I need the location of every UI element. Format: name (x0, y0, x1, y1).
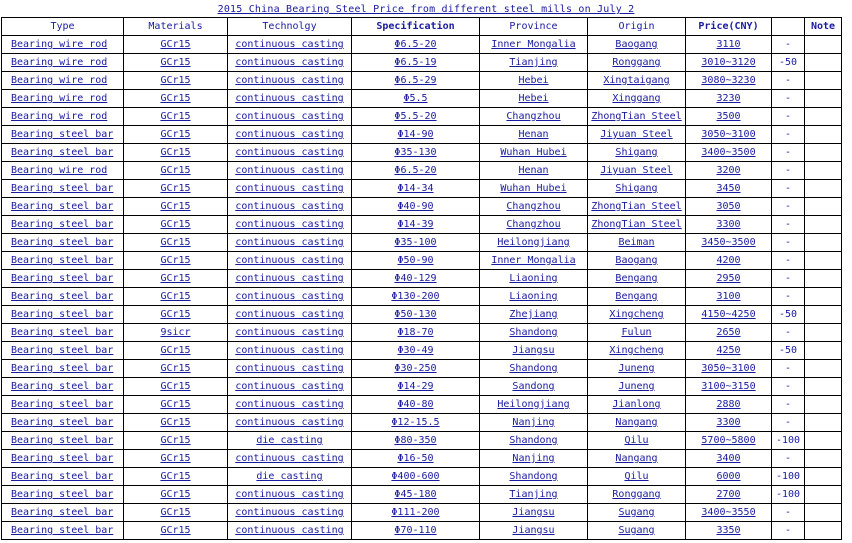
cell-note[interactable] (805, 432, 842, 450)
table-title: 2015 China Bearing Steel Price from different steel mills on July 2 (217, 4, 635, 15)
table-row (2, 378, 842, 396)
cell-province[interactable]: Shandong (480, 324, 588, 342)
cell-type[interactable]: Bearing steel bar (2, 522, 124, 540)
cell-note[interactable] (805, 108, 842, 126)
cell-type[interactable]: Bearing wire rod (2, 108, 124, 126)
table-row (2, 198, 842, 216)
cell-price[interactable]: 3450 (686, 180, 772, 198)
cell-origin[interactable]: Bengang (588, 270, 686, 288)
cell-diff[interactable]: -50 (772, 306, 805, 324)
cell-origin[interactable]: Beiman (588, 234, 686, 252)
cell-materials[interactable]: GCr15 (124, 288, 228, 306)
cell-origin[interactable]: Ronggang (588, 486, 686, 504)
cell-price[interactable]: 5700~5800 (686, 432, 772, 450)
table-row (2, 54, 842, 72)
cell-materials[interactable]: GCr15 (124, 90, 228, 108)
cell-specification[interactable]: Φ16-50 (352, 450, 480, 468)
cell-note[interactable] (805, 270, 842, 288)
cell-origin[interactable]: Qilu (588, 432, 686, 450)
cell-type[interactable]: Bearing wire rod (2, 54, 124, 72)
cell-price[interactable]: 4200 (686, 252, 772, 270)
cell-note[interactable] (805, 306, 842, 324)
cell-origin[interactable]: Xinggang (588, 90, 686, 108)
cell-origin[interactable]: Nangang (588, 450, 686, 468)
cell-note[interactable] (805, 180, 842, 198)
cell-specification[interactable]: Φ50-90 (352, 252, 480, 270)
cell-materials[interactable]: GCr15 (124, 396, 228, 414)
header-row (2, 18, 842, 36)
cell-province[interactable]: Changzhou (480, 108, 588, 126)
cell-origin[interactable]: ZhongTian Steel (588, 216, 686, 234)
cell-origin[interactable]: ZhongTian Steel (588, 198, 686, 216)
cell-technology[interactable]: die casting (228, 468, 352, 486)
cell-price[interactable]: 3100~3150 (686, 378, 772, 396)
cell-specification[interactable]: Φ35-130 (352, 144, 480, 162)
header-specification[interactable]: Specification (352, 18, 480, 36)
cell-type[interactable]: Bearing steel bar (2, 414, 124, 432)
cell-province[interactable]: Sandong (480, 378, 588, 396)
cell-type[interactable]: Bearing steel bar (2, 378, 124, 396)
cell-specification[interactable]: Φ50-130 (352, 306, 480, 324)
cell-note[interactable] (805, 36, 842, 54)
cell-type[interactable]: Bearing steel bar (2, 180, 124, 198)
cell-specification[interactable]: Φ5.5 (352, 90, 480, 108)
cell-diff[interactable]: - (772, 108, 805, 126)
cell-note[interactable] (805, 216, 842, 234)
cell-technology[interactable]: continuous casting (228, 486, 352, 504)
cell-note[interactable] (805, 324, 842, 342)
cell-diff[interactable]: - (772, 180, 805, 198)
cell-province[interactable]: Changzhou (480, 198, 588, 216)
cell-province[interactable]: Shandong (480, 468, 588, 486)
cell-specification[interactable]: Φ40-90 (352, 198, 480, 216)
cell-price[interactable]: 3400~3550 (686, 504, 772, 522)
cell-specification[interactable]: Φ12-15.5 (352, 414, 480, 432)
cell-note[interactable] (805, 450, 842, 468)
cell-technology[interactable]: continuous casting (228, 522, 352, 540)
header-note[interactable]: Note (805, 18, 842, 36)
cell-origin[interactable]: Ronggang (588, 54, 686, 72)
cell-province[interactable]: Wuhan Hubei (480, 180, 588, 198)
cell-technology[interactable]: continuous casting (228, 234, 352, 252)
table-row (2, 396, 842, 414)
cell-note[interactable] (805, 72, 842, 90)
cell-specification[interactable]: Φ400-600 (352, 468, 480, 486)
cell-diff[interactable]: -50 (772, 342, 805, 360)
cell-type[interactable]: Bearing steel bar (2, 270, 124, 288)
cell-price[interactable]: 3350 (686, 522, 772, 540)
cell-specification[interactable]: Φ40-80 (352, 396, 480, 414)
cell-province[interactable]: Heilongjiang (480, 234, 588, 252)
cell-technology[interactable]: continuous casting (228, 414, 352, 432)
cell-type[interactable]: Bearing steel bar (2, 396, 124, 414)
cell-materials[interactable]: GCr15 (124, 342, 228, 360)
cell-note[interactable] (805, 288, 842, 306)
cell-diff[interactable]: - (772, 324, 805, 342)
cell-specification[interactable]: Φ40-129 (352, 270, 480, 288)
cell-note[interactable] (805, 360, 842, 378)
table-body (2, 36, 842, 540)
cell-diff[interactable]: -100 (772, 468, 805, 486)
cell-materials[interactable]: GCr15 (124, 360, 228, 378)
cell-note[interactable] (805, 54, 842, 72)
cell-origin[interactable]: Nangang (588, 414, 686, 432)
cell-materials[interactable]: GCr15 (124, 36, 228, 54)
table-row (2, 270, 842, 288)
cell-price[interactable]: 3400~3500 (686, 144, 772, 162)
cell-province[interactable]: Hebei (480, 90, 588, 108)
table-row (2, 234, 842, 252)
cell-province[interactable]: Tianjing (480, 486, 588, 504)
cell-origin[interactable]: Juneng (588, 378, 686, 396)
cell-price[interactable]: 2950 (686, 270, 772, 288)
cell-price[interactable]: 3500 (686, 108, 772, 126)
table-row (2, 36, 842, 54)
cell-materials[interactable]: GCr15 (124, 432, 228, 450)
cell-diff[interactable]: - (772, 126, 805, 144)
table-row (2, 468, 842, 486)
cell-province[interactable]: Hebei (480, 72, 588, 90)
cell-specification[interactable]: Φ6.5-20 (352, 36, 480, 54)
cell-diff[interactable]: - (772, 252, 805, 270)
cell-note[interactable] (805, 198, 842, 216)
cell-technology[interactable]: continuous casting (228, 324, 352, 342)
cell-diff[interactable]: -50 (772, 54, 805, 72)
cell-diff[interactable]: -100 (772, 486, 805, 504)
cell-technology[interactable]: continuous casting (228, 108, 352, 126)
cell-materials[interactable]: GCr15 (124, 234, 228, 252)
cell-note[interactable] (805, 414, 842, 432)
cell-province[interactable]: Jiangsu (480, 504, 588, 522)
cell-origin[interactable]: Juneng (588, 360, 686, 378)
table-row (2, 72, 842, 90)
cell-province[interactable]: Shandong (480, 432, 588, 450)
table-row (2, 306, 842, 324)
cell-province[interactable]: Jiangsu (480, 342, 588, 360)
cell-materials[interactable]: GCr15 (124, 108, 228, 126)
cell-origin[interactable]: Xingcheng (588, 342, 686, 360)
cell-note[interactable] (805, 396, 842, 414)
cell-type[interactable]: Bearing steel bar (2, 126, 124, 144)
cell-province[interactable]: Inner Mongalia (480, 252, 588, 270)
cell-note[interactable] (805, 126, 842, 144)
cell-materials[interactable]: GCr15 (124, 414, 228, 432)
cell-type[interactable]: Bearing steel bar (2, 432, 124, 450)
cell-origin[interactable]: Jiyuan Steel (588, 126, 686, 144)
cell-note[interactable] (805, 378, 842, 396)
table-row (2, 90, 842, 108)
table-row (2, 432, 842, 450)
cell-diff[interactable]: - (772, 378, 805, 396)
cell-type[interactable]: Bearing steel bar (2, 288, 124, 306)
cell-type[interactable]: Bearing wire rod (2, 90, 124, 108)
cell-diff[interactable]: - (772, 522, 805, 540)
cell-note[interactable] (805, 468, 842, 486)
cell-specification[interactable]: Φ14-29 (352, 378, 480, 396)
cell-origin[interactable]: Xingtaigang (588, 72, 686, 90)
cell-diff[interactable]: - (772, 234, 805, 252)
header-technology[interactable]: Technolgy (228, 18, 352, 36)
table-row (2, 522, 842, 540)
cell-price[interactable]: 2700 (686, 486, 772, 504)
cell-price[interactable]: 3300 (686, 216, 772, 234)
cell-technology[interactable]: die casting (228, 432, 352, 450)
cell-diff[interactable]: - (772, 450, 805, 468)
cell-type[interactable]: Bearing steel bar (2, 486, 124, 504)
cell-technology[interactable]: continuous casting (228, 360, 352, 378)
cell-price[interactable]: 6000 (686, 468, 772, 486)
cell-technology[interactable]: continuous casting (228, 378, 352, 396)
cell-province[interactable]: Zhejiang (480, 306, 588, 324)
cell-specification[interactable]: Φ35-100 (352, 234, 480, 252)
cell-type[interactable]: Bearing wire rod (2, 72, 124, 90)
cell-technology[interactable]: continuous casting (228, 162, 352, 180)
cell-province[interactable]: Henan (480, 126, 588, 144)
cell-origin[interactable]: Baogang (588, 252, 686, 270)
cell-diff[interactable]: - (772, 288, 805, 306)
cell-diff[interactable]: - (772, 198, 805, 216)
cell-specification[interactable]: Φ14-90 (352, 126, 480, 144)
cell-origin[interactable]: Fulun (588, 324, 686, 342)
cell-diff[interactable]: - (772, 360, 805, 378)
cell-note[interactable] (805, 522, 842, 540)
cell-specification[interactable]: Φ14-34 (352, 180, 480, 198)
cell-specification[interactable]: Φ80-350 (352, 432, 480, 450)
table-row (2, 162, 842, 180)
cell-price[interactable]: 3100 (686, 288, 772, 306)
price-table (1, 17, 842, 540)
cell-province[interactable]: Henan (480, 162, 588, 180)
header-materials[interactable]: Materials (124, 18, 228, 36)
cell-materials[interactable]: GCr15 (124, 522, 228, 540)
cell-diff[interactable]: - (772, 36, 805, 54)
cell-materials[interactable]: GCr15 (124, 144, 228, 162)
cell-specification[interactable]: Φ45-180 (352, 486, 480, 504)
cell-origin[interactable]: Sugang (588, 504, 686, 522)
cell-technology[interactable]: continuous casting (228, 396, 352, 414)
cell-type[interactable]: Bearing steel bar (2, 468, 124, 486)
cell-specification[interactable]: Φ70-110 (352, 522, 480, 540)
cell-type[interactable]: Bearing steel bar (2, 504, 124, 522)
cell-type[interactable]: Bearing steel bar (2, 306, 124, 324)
cell-origin[interactable]: Xingcheng (588, 306, 686, 324)
cell-province[interactable]: Heilongjiang (480, 396, 588, 414)
table-row (2, 288, 842, 306)
cell-diff[interactable]: - (772, 504, 805, 522)
cell-note[interactable] (805, 252, 842, 270)
cell-price[interactable]: 3400 (686, 450, 772, 468)
cell-materials[interactable]: GCr15 (124, 198, 228, 216)
cell-technology[interactable]: continuous casting (228, 252, 352, 270)
cell-type[interactable]: Bearing steel bar (2, 324, 124, 342)
table-row (2, 108, 842, 126)
cell-origin[interactable]: Shigang (588, 180, 686, 198)
cell-technology[interactable]: continuous casting (228, 90, 352, 108)
cell-note[interactable] (805, 234, 842, 252)
cell-province[interactable]: Wuhan Hubei (480, 144, 588, 162)
cell-technology[interactable]: continuous casting (228, 180, 352, 198)
cell-type[interactable]: Bearing steel bar (2, 216, 124, 234)
cell-type[interactable]: Bearing steel bar (2, 198, 124, 216)
cell-diff[interactable]: - (772, 90, 805, 108)
cell-province[interactable]: Jiangsu (480, 522, 588, 540)
cell-materials[interactable]: GCr15 (124, 180, 228, 198)
cell-specification[interactable]: Φ130-200 (352, 288, 480, 306)
cell-specification[interactable]: Φ111-200 (352, 504, 480, 522)
cell-origin[interactable]: ZhongTian Steel (588, 108, 686, 126)
cell-province[interactable]: Inner Mongalia (480, 36, 588, 54)
cell-technology[interactable]: continuous casting (228, 288, 352, 306)
header-diff[interactable] (772, 18, 805, 36)
cell-diff[interactable]: - (772, 414, 805, 432)
cell-specification[interactable]: Φ5.5-20 (352, 108, 480, 126)
cell-price[interactable]: 3200 (686, 162, 772, 180)
cell-technology[interactable]: continuous casting (228, 144, 352, 162)
cell-materials[interactable]: GCr15 (124, 504, 228, 522)
cell-price[interactable]: 3010~3120 (686, 54, 772, 72)
cell-origin[interactable]: Qilu (588, 468, 686, 486)
header-price[interactable]: Price(CNY) (686, 18, 772, 36)
cell-technology[interactable]: continuous casting (228, 72, 352, 90)
table-row (2, 252, 842, 270)
cell-materials[interactable]: GCr15 (124, 306, 228, 324)
cell-price[interactable]: 3110 (686, 36, 772, 54)
cell-technology[interactable]: continuous casting (228, 306, 352, 324)
cell-note[interactable] (805, 90, 842, 108)
cell-diff[interactable]: - (772, 396, 805, 414)
cell-specification[interactable]: Φ30-250 (352, 360, 480, 378)
cell-type[interactable]: Bearing steel bar (2, 234, 124, 252)
cell-materials[interactable]: GCr15 (124, 162, 228, 180)
cell-materials[interactable]: GCr15 (124, 216, 228, 234)
cell-province[interactable]: Nanjing (480, 414, 588, 432)
cell-price[interactable]: 3050~3100 (686, 360, 772, 378)
cell-technology[interactable]: continuous casting (228, 504, 352, 522)
cell-technology[interactable]: continuous casting (228, 54, 352, 72)
cell-price[interactable]: 3050 (686, 198, 772, 216)
cell-materials[interactable]: GCr15 (124, 468, 228, 486)
cell-materials[interactable]: GCr15 (124, 126, 228, 144)
cell-diff[interactable]: - (772, 162, 805, 180)
cell-materials[interactable]: GCr15 (124, 252, 228, 270)
header-origin[interactable]: Origin (588, 18, 686, 36)
table-row (2, 324, 842, 342)
cell-price[interactable]: 4150~4250 (686, 306, 772, 324)
cell-province[interactable]: Shandong (480, 360, 588, 378)
cell-materials[interactable]: GCr15 (124, 72, 228, 90)
cell-specification[interactable]: Φ18-70 (352, 324, 480, 342)
table-row (2, 144, 842, 162)
cell-type[interactable]: Bearing wire rod (2, 36, 124, 54)
cell-origin[interactable]: Bengang (588, 288, 686, 306)
cell-price[interactable]: 3450~3500 (686, 234, 772, 252)
cell-price[interactable]: 2650 (686, 324, 772, 342)
cell-diff[interactable]: - (772, 144, 805, 162)
cell-note[interactable] (805, 486, 842, 504)
cell-origin[interactable]: Baogang (588, 36, 686, 54)
cell-price[interactable]: 3230 (686, 90, 772, 108)
cell-materials[interactable]: GCr15 (124, 450, 228, 468)
cell-technology[interactable]: continuous casting (228, 270, 352, 288)
cell-diff[interactable]: - (772, 216, 805, 234)
table-row (2, 126, 842, 144)
cell-province[interactable]: Tianjing (480, 54, 588, 72)
header-province[interactable]: Province (480, 18, 588, 36)
cell-type[interactable]: Bearing steel bar (2, 360, 124, 378)
cell-province[interactable]: Changzhou (480, 216, 588, 234)
cell-technology[interactable]: continuous casting (228, 36, 352, 54)
cell-price[interactable]: 3300 (686, 414, 772, 432)
cell-type[interactable]: Bearing wire rod (2, 162, 124, 180)
cell-specification[interactable]: Φ6.5-20 (352, 162, 480, 180)
table-row (2, 180, 842, 198)
cell-price[interactable]: 3080~3230 (686, 72, 772, 90)
cell-type[interactable]: Bearing steel bar (2, 144, 124, 162)
cell-price[interactable]: 3050~3100 (686, 126, 772, 144)
table-row (2, 504, 842, 522)
cell-diff[interactable]: - (772, 72, 805, 90)
table-row (2, 450, 842, 468)
cell-specification[interactable]: Φ6.5-19 (352, 54, 480, 72)
cell-specification[interactable]: Φ14-39 (352, 216, 480, 234)
cell-origin[interactable]: Shigang (588, 144, 686, 162)
cell-technology[interactable]: continuous casting (228, 450, 352, 468)
cell-origin[interactable]: Sugang (588, 522, 686, 540)
cell-materials[interactable]: GCr15 (124, 270, 228, 288)
cell-price[interactable]: 2880 (686, 396, 772, 414)
cell-note[interactable] (805, 342, 842, 360)
cell-province[interactable]: Liaoning (480, 270, 588, 288)
cell-materials[interactable]: GCr15 (124, 378, 228, 396)
table-row (2, 360, 842, 378)
cell-specification[interactable]: Φ30-49 (352, 342, 480, 360)
cell-province[interactable]: Liaoning (480, 288, 588, 306)
cell-note[interactable] (805, 144, 842, 162)
cell-materials[interactable]: 9sicr (124, 324, 228, 342)
cell-diff[interactable]: - (772, 270, 805, 288)
table-row (2, 486, 842, 504)
cell-origin[interactable]: Jianlong (588, 396, 686, 414)
cell-note[interactable] (805, 504, 842, 522)
header-type[interactable]: Type (2, 18, 124, 36)
cell-materials[interactable]: GCr15 (124, 54, 228, 72)
cell-diff[interactable]: -100 (772, 432, 805, 450)
cell-note[interactable] (805, 162, 842, 180)
cell-technology[interactable]: continuous casting (228, 126, 352, 144)
table-row (2, 342, 842, 360)
table-row (2, 216, 842, 234)
cell-type[interactable]: Bearing steel bar (2, 450, 124, 468)
cell-technology[interactable]: continuous casting (228, 198, 352, 216)
cell-type[interactable]: Bearing steel bar (2, 342, 124, 360)
cell-specification[interactable]: Φ6.5-29 (352, 72, 480, 90)
cell-type[interactable]: Bearing steel bar (2, 252, 124, 270)
cell-price[interactable]: 4250 (686, 342, 772, 360)
cell-materials[interactable]: GCr15 (124, 486, 228, 504)
cell-technology[interactable]: continuous casting (228, 216, 352, 234)
table-row (2, 414, 842, 432)
cell-technology[interactable]: continuous casting (228, 342, 352, 360)
cell-origin[interactable]: Jiyuan Steel (588, 162, 686, 180)
cell-province[interactable]: Nanjing (480, 450, 588, 468)
